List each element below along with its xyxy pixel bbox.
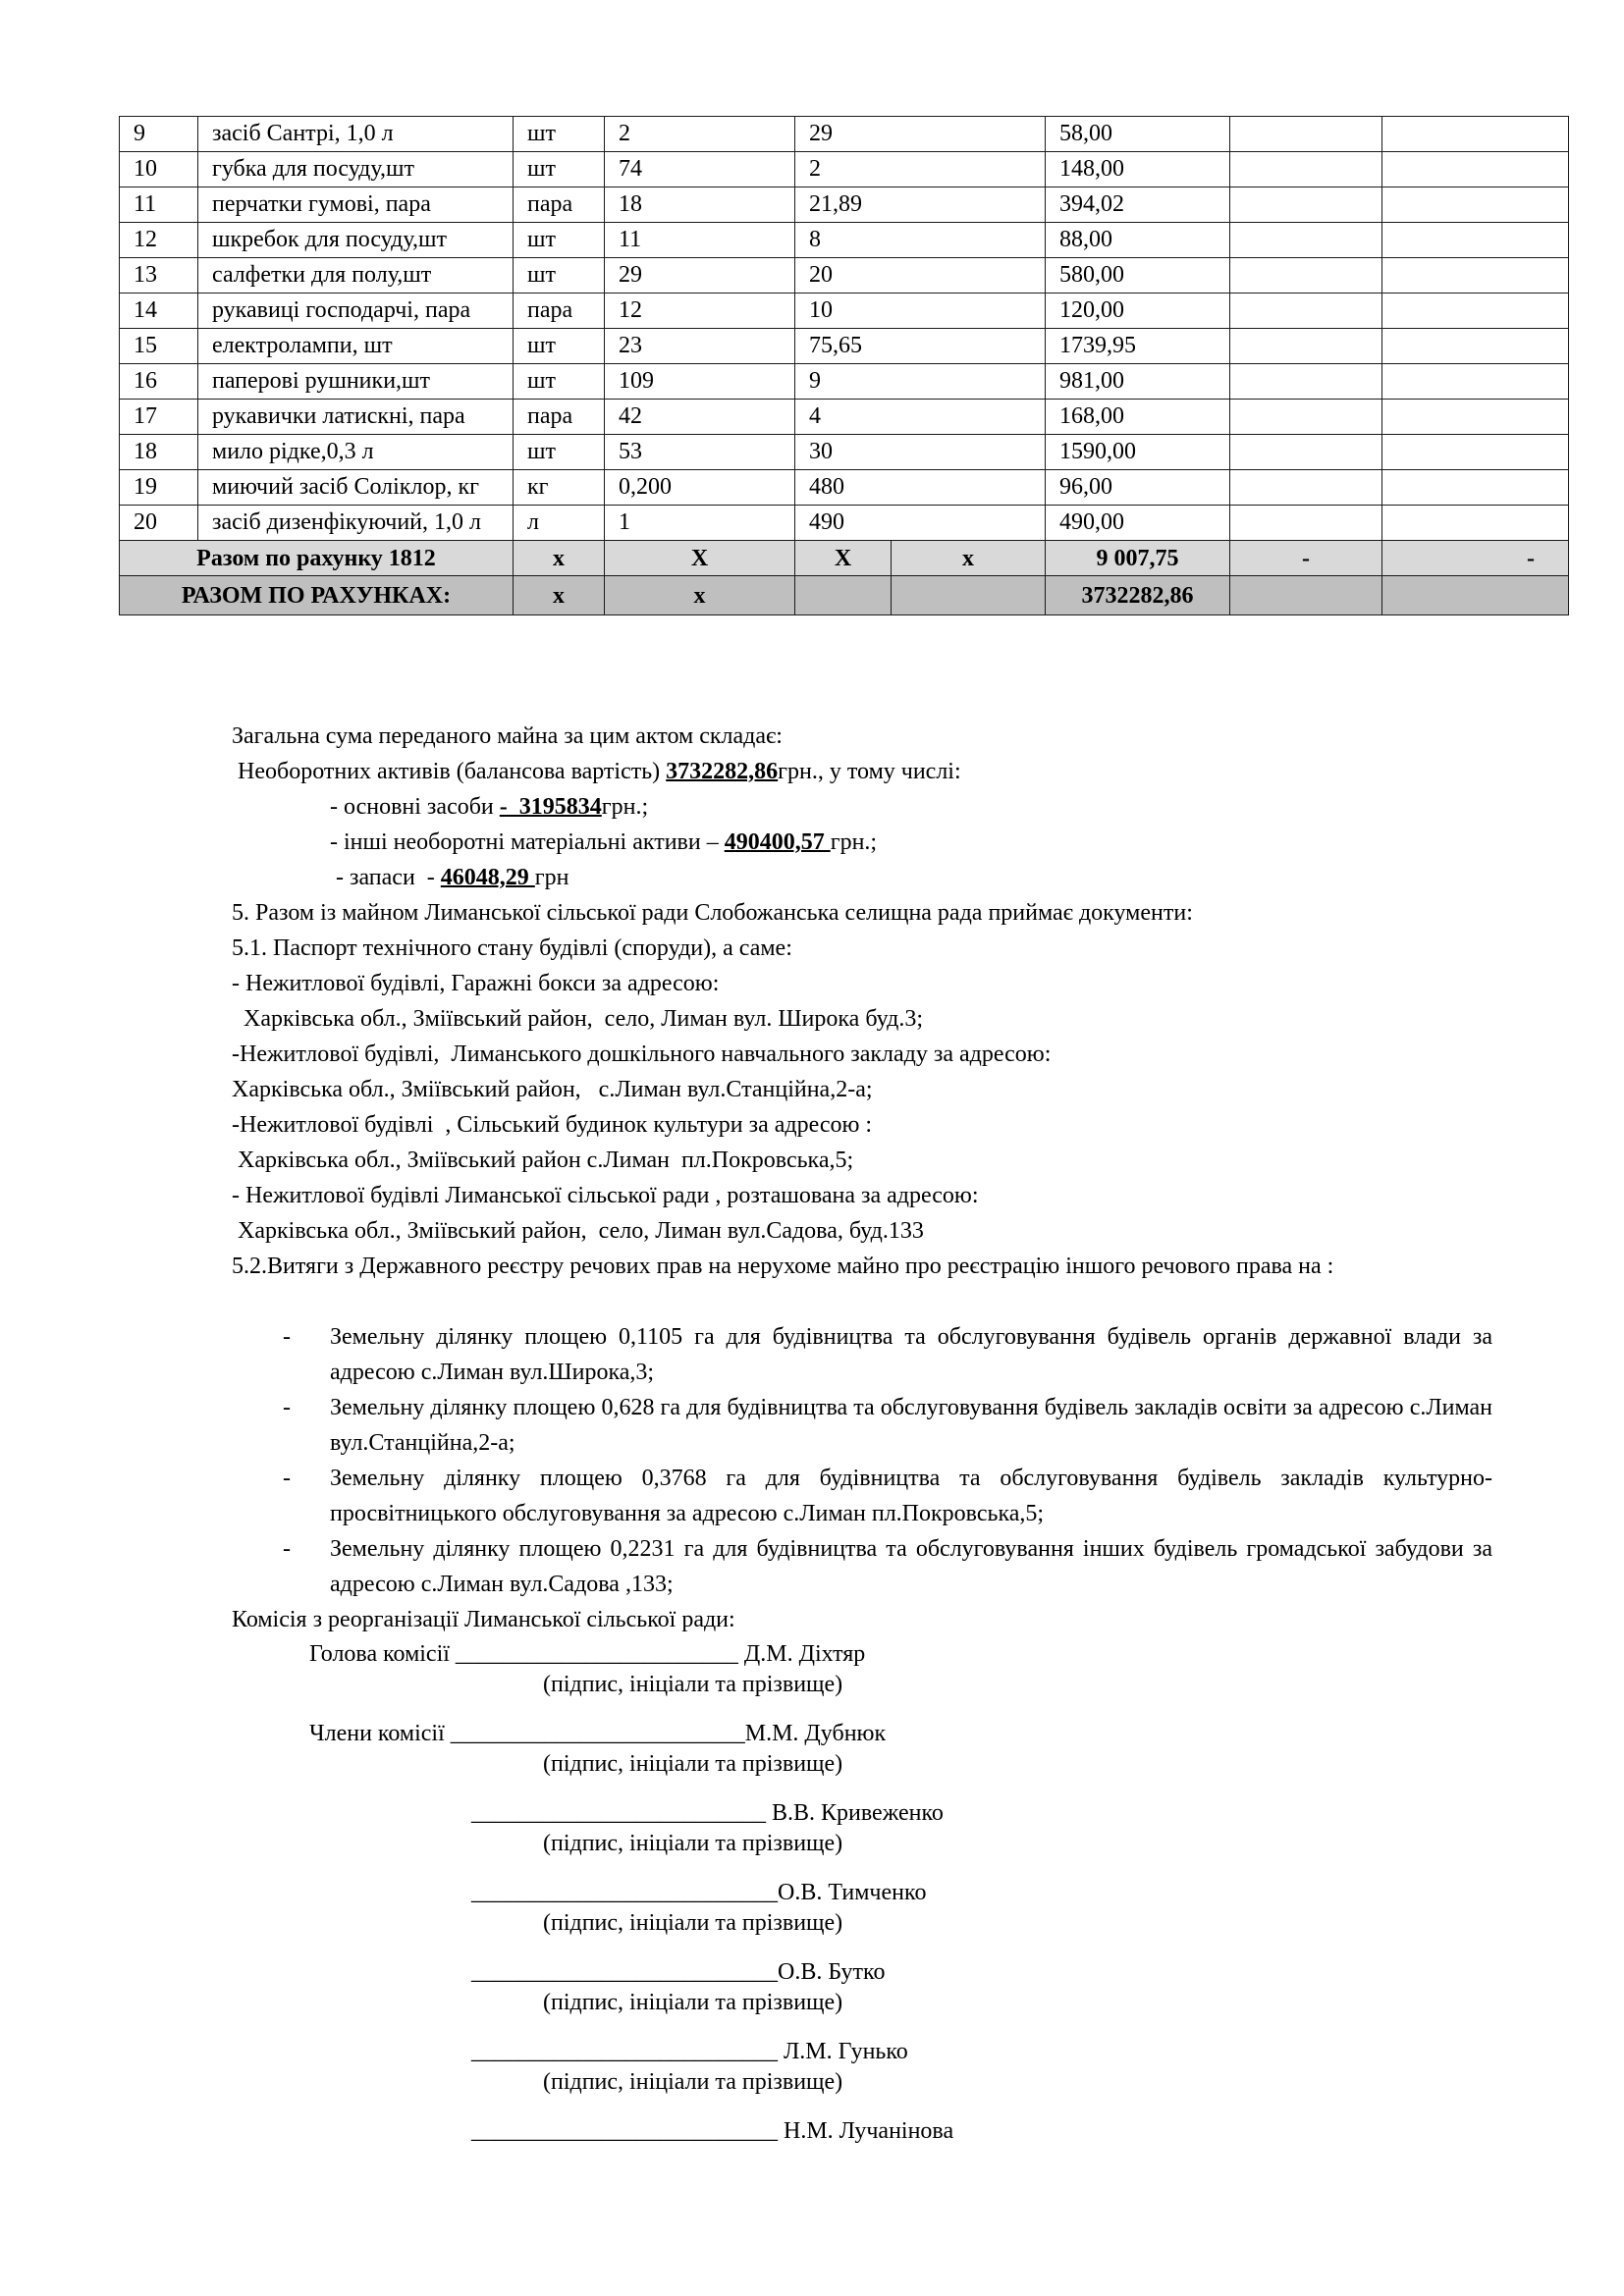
cell-price: 8 <box>795 223 1046 258</box>
cell-unit: кг <box>514 470 605 506</box>
cell-unit: шт <box>514 364 605 400</box>
cell-no: 17 <box>120 400 198 435</box>
cell-empty <box>1230 152 1382 187</box>
signature-name: Н.М. Лучанінова <box>784 2118 954 2144</box>
signature-name: Л.М. Гунько <box>784 2039 908 2064</box>
cell-no: 10 <box>120 152 198 187</box>
cell-sum: 96,00 <box>1046 470 1230 506</box>
section52-heading: 5.2.Витяги з Державного реєстру речових прав на нерухоме майно про реєстрацію іншого речового права на : <box>232 1254 1334 1279</box>
cell-price: 490 <box>795 506 1046 541</box>
total-all-c7 <box>1382 576 1569 615</box>
cell-sum: 490,00 <box>1046 506 1230 541</box>
table-row <box>120 506 1569 541</box>
cell-empty <box>1230 117 1382 152</box>
signature-member <box>471 2116 953 2146</box>
cell-empty <box>1382 117 1569 152</box>
cell-no: 20 <box>120 506 198 541</box>
table-row <box>120 400 1569 435</box>
summary-intro: Загальна сума переданого майна за цим актом складає: <box>232 723 783 749</box>
cell-empty <box>1382 329 1569 364</box>
table-row <box>120 294 1569 329</box>
signature-line: __________________________ <box>471 2039 784 2064</box>
inventory-table <box>119 116 1569 615</box>
cell-qty: 0,200 <box>605 470 795 506</box>
signature-name: В.В. Кривеженко <box>772 1800 944 1826</box>
cell-name: губка для посуду,шт <box>198 152 514 187</box>
signature-name: Д.М. Діхтяр <box>743 1641 866 1667</box>
list-item-text: Земельну ділянку площею 0,3768 га для будівництва та обслуговування будівель закладів культурно- просвітницького обслуговування за адресою с.Лиман пл.Покровська,5; <box>330 1466 1492 1526</box>
summary-noncurrent-prefix: Необоротних активів (балансова вартість) <box>232 759 667 784</box>
summary-noncurrent-value: 3732282,86 <box>666 759 779 784</box>
cell-no: 16 <box>120 364 198 400</box>
cell-empty <box>1382 294 1569 329</box>
cell-price: 9 <box>795 364 1046 400</box>
cell-empty <box>1230 187 1382 223</box>
cell-price: 29 <box>795 117 1046 152</box>
list-item <box>232 1390 1492 1461</box>
land-plots-list <box>232 1319 1492 1602</box>
list-item-text: Земельну ділянку площею 0,628 га для будівництва та обслуговування будівель закладів освіти за адресою с.Лиман вул.Станційна,2-а; <box>330 1395 1492 1456</box>
cell-name: салфетки для полу,шт <box>198 258 514 294</box>
section51-line: Харківська обл., Зміївський район, село, Лиман вул. Широка буд.3; <box>232 1006 923 1032</box>
cell-empty <box>1382 435 1569 470</box>
signature-line: __________________________ <box>471 1959 778 1985</box>
summary-fixed-suffix: грн.; <box>601 794 649 820</box>
cell-empty <box>1382 152 1569 187</box>
cell-no: 18 <box>120 435 198 470</box>
cell-sum: 1590,00 <box>1046 435 1230 470</box>
total-all-c6 <box>1230 576 1382 615</box>
cell-unit: шт <box>514 117 605 152</box>
cell-no: 12 <box>120 223 198 258</box>
cell-no: 13 <box>120 258 198 294</box>
cell-name: засіб Сантрі, 1,0 л <box>198 117 514 152</box>
signature-line: _________________________ <box>471 1800 772 1826</box>
cell-sum: 394,02 <box>1046 187 1230 223</box>
cell-empty <box>1230 329 1382 364</box>
signature-role-label: Члени комісії <box>309 1721 451 1746</box>
cell-no: 15 <box>120 329 198 364</box>
cell-name: перчатки гумові, пара <box>198 187 514 223</box>
summary-fixed-assets <box>330 789 1591 825</box>
cell-name: миючий засіб Соліклор, кг <box>198 470 514 506</box>
cell-unit: шт <box>514 258 605 294</box>
total-all-c4 <box>892 576 1046 615</box>
cell-unit: л <box>514 506 605 541</box>
bullet-dash: - <box>283 1324 291 1350</box>
commission-heading: Комісія з реорганізації Лиманської сільської ради: <box>232 1607 735 1632</box>
total-account-c3: X <box>795 541 892 576</box>
list-item-text: Земельну ділянку площею 0,2231 га для будівництва та обслуговування інших будівель громадської забудови за адресою с.Лиман вул.Садова ,133; <box>330 1536 1492 1597</box>
signature-line: __________________________ <box>471 1880 778 1905</box>
cell-unit: пара <box>514 294 605 329</box>
table-row <box>120 470 1569 506</box>
total-account-c6: - <box>1230 541 1382 576</box>
cell-sum: 88,00 <box>1046 223 1230 258</box>
cell-qty: 18 <box>605 187 795 223</box>
cell-qty: 23 <box>605 329 795 364</box>
signature-caption: (підпис, ініціали та прізвище) <box>543 1831 843 1856</box>
list-item <box>232 1461 1492 1531</box>
section51-line: Харківська обл., Зміївський район с.Лиман пл.Покровська,5; <box>232 1148 854 1173</box>
summary-fixed-value: - 3195834 <box>499 794 602 820</box>
bullet-dash: - <box>283 1395 291 1420</box>
cell-unit: пара <box>514 400 605 435</box>
cell-qty: 29 <box>605 258 795 294</box>
cell-name: засіб дизенфікуючий, 1,0 л <box>198 506 514 541</box>
cell-unit: шт <box>514 152 605 187</box>
signature-member <box>471 2037 908 2066</box>
signature-name: О.В. Бутко <box>778 1959 886 1985</box>
signature-name: О.В. Тимченко <box>778 1880 927 1905</box>
section51-line: -Нежитлової будівлі , Сільський будинок культури за адресою : <box>232 1112 873 1138</box>
cell-no: 19 <box>120 470 198 506</box>
signature-name: М.М. Дубнюк <box>744 1721 887 1746</box>
cell-qty: 1 <box>605 506 795 541</box>
cell-sum: 981,00 <box>1046 364 1230 400</box>
total-all-label: РАЗОМ ПО РАХУНКАХ: <box>120 576 514 615</box>
cell-empty <box>1230 258 1382 294</box>
signature-member <box>471 1957 885 1987</box>
cell-unit: пара <box>514 187 605 223</box>
summary-stock-prefix: - запаси - <box>330 865 441 890</box>
table-row <box>120 364 1569 400</box>
cell-empty <box>1230 400 1382 435</box>
cell-empty <box>1230 470 1382 506</box>
summary-noncurrent-suffix: грн., у тому числі: <box>778 759 961 784</box>
table-row <box>120 223 1569 258</box>
summary-other-value: 490400,57 <box>724 829 831 855</box>
cell-price: 30 <box>795 435 1046 470</box>
cell-qty: 2 <box>605 117 795 152</box>
cell-price: 20 <box>795 258 1046 294</box>
cell-no: 9 <box>120 117 198 152</box>
cell-price: 21,89 <box>795 187 1046 223</box>
cell-empty <box>1382 470 1569 506</box>
cell-sum: 58,00 <box>1046 117 1230 152</box>
cell-empty <box>1382 258 1569 294</box>
total-all-c3 <box>795 576 892 615</box>
cell-price: 10 <box>795 294 1046 329</box>
total-account-c4: x <box>892 541 1046 576</box>
bullet-dash: - <box>283 1536 291 1562</box>
cell-price: 2 <box>795 152 1046 187</box>
signature-line: __________________________ <box>471 2118 784 2144</box>
section5-heading: 5. Разом із майном Лиманської сільської ради Слобожанська селищна рада приймає документи: <box>232 900 1193 926</box>
total-account-c1: x <box>514 541 605 576</box>
signature-role-label: Голова комісії <box>309 1641 456 1667</box>
total-account-c2: X <box>605 541 795 576</box>
table-row <box>120 258 1569 294</box>
list-item <box>232 1319 1492 1390</box>
summary-other-assets <box>330 825 1591 860</box>
inventory-table-body <box>120 117 1569 615</box>
cell-empty <box>1230 435 1382 470</box>
total-all-c2: x <box>605 576 795 615</box>
signature-member <box>309 1719 886 1748</box>
cell-empty <box>1382 400 1569 435</box>
cell-sum: 120,00 <box>1046 294 1230 329</box>
cell-name: рукавиці господарчі, пара <box>198 294 514 329</box>
cell-empty <box>1382 187 1569 223</box>
signature-caption: (підпис, ініціали та прізвище) <box>543 2069 843 2095</box>
cell-qty: 74 <box>605 152 795 187</box>
signature-caption: (підпис, ініціали та прізвище) <box>543 1910 843 1936</box>
cell-empty <box>1382 506 1569 541</box>
cell-unit: шт <box>514 435 605 470</box>
summary-stock-value: 46048,29 <box>440 865 535 890</box>
table-row <box>120 435 1569 470</box>
total-account-label: Разом по рахунку 1812 <box>120 541 514 576</box>
cell-qty: 109 <box>605 364 795 400</box>
cell-name: паперові рушники,шт <box>198 364 514 400</box>
cell-empty <box>1230 223 1382 258</box>
cell-price: 4 <box>795 400 1046 435</box>
signature-caption: (підпис, ініціали та прізвище) <box>543 1751 843 1777</box>
cell-sum: 168,00 <box>1046 400 1230 435</box>
cell-qty: 12 <box>605 294 795 329</box>
section51-line: - Нежитлової будівлі Лиманської сільської ради , розташована за адресою: <box>232 1183 979 1208</box>
signature-member <box>471 1798 944 1828</box>
list-item <box>232 1531 1492 1602</box>
cell-unit: шт <box>514 223 605 258</box>
section51-heading: 5.1. Паспорт технічного стану будівлі (споруди), а саме: <box>232 935 792 961</box>
section51-line: -Нежитлової будівлі, Лиманського дошкільного навчального закладу за адресою: <box>232 1041 1052 1067</box>
cell-price: 480 <box>795 470 1046 506</box>
summary-other-prefix: - інші необоротні матеріальні активи – <box>330 829 725 855</box>
bullet-dash: - <box>283 1466 291 1491</box>
cell-name: електролампи, шт <box>198 329 514 364</box>
section51-line: - Нежитлової будівлі, Гаражні бокси за адресою: <box>232 971 720 996</box>
signature-head <box>309 1639 865 1669</box>
signature-member <box>471 1878 926 1907</box>
total-all-row <box>120 576 1569 615</box>
cell-no: 14 <box>120 294 198 329</box>
signature-caption: (підпис, ініціали та прізвище) <box>543 1672 843 1697</box>
cell-sum: 580,00 <box>1046 258 1230 294</box>
table-row <box>120 329 1569 364</box>
signature-line: ________________________ <box>455 1641 744 1667</box>
total-all-c1: x <box>514 576 605 615</box>
cell-empty <box>1382 364 1569 400</box>
cell-price: 75,65 <box>795 329 1046 364</box>
section51-line: Харківська обл., Зміївський район, село, Лиман вул.Садова, буд.133 <box>232 1218 924 1244</box>
summary-noncurrent <box>232 754 1492 789</box>
table-row <box>120 152 1569 187</box>
cell-sum: 1739,95 <box>1046 329 1230 364</box>
cell-sum: 148,00 <box>1046 152 1230 187</box>
total-account-c7: - <box>1382 541 1569 576</box>
total-all-sum: 3732282,86 <box>1046 576 1230 615</box>
cell-empty <box>1230 506 1382 541</box>
cell-qty: 53 <box>605 435 795 470</box>
cell-unit: шт <box>514 329 605 364</box>
summary-fixed-prefix: - основні засоби <box>330 794 500 820</box>
cell-empty <box>1230 364 1382 400</box>
summary-other-suffix: грн.; <box>830 829 878 855</box>
table-row <box>120 187 1569 223</box>
section51-line: Харківська обл., Зміївський район, с.Лиман вул.Станційна,2-а; <box>232 1077 873 1102</box>
summary-stock <box>330 860 1591 895</box>
signature-caption: (підпис, ініціали та прізвище) <box>543 1990 843 2015</box>
cell-qty: 11 <box>605 223 795 258</box>
total-account-row <box>120 541 1569 576</box>
signature-line: _________________________ <box>450 1721 745 1746</box>
cell-qty: 42 <box>605 400 795 435</box>
list-item-text: Земельну ділянку площею 0,1105 га для будівництва та обслуговування будівель органів державної влади за адресою с.Лиман вул.Широка,3; <box>330 1324 1492 1385</box>
cell-name: рукавички латискні, пара <box>198 400 514 435</box>
cell-no: 11 <box>120 187 198 223</box>
table-row <box>120 117 1569 152</box>
cell-name: мило рідке,0,3 л <box>198 435 514 470</box>
cell-name: шкребок для посуду,шт <box>198 223 514 258</box>
summary-stock-suffix: грн <box>534 865 569 890</box>
cell-empty <box>1382 223 1569 258</box>
cell-empty <box>1230 294 1382 329</box>
total-account-sum: 9 007,75 <box>1046 541 1230 576</box>
